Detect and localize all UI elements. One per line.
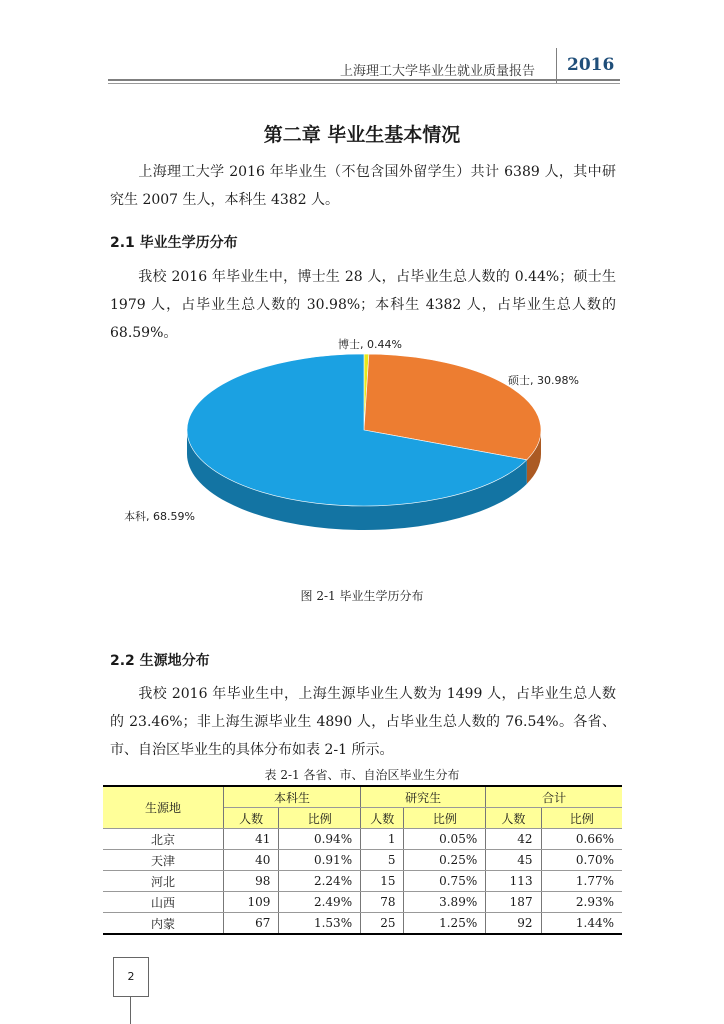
col-region-header: 生源地 [103, 786, 224, 829]
sub-header-ratio: 比例 [541, 808, 622, 829]
cell-region: 河北 [103, 871, 224, 892]
header-title: 上海理工大学毕业生就业质量报告 [340, 64, 536, 79]
cell-yj-count: 15 [361, 871, 404, 892]
section-2-text: 我校 2016 年毕业生中，上海生源毕业生人数为 1499 人，占毕业生总人数的 23.46%；非上海生源毕业生 4890 人，占毕业生总人数的 76.54%。各省、市、自治区毕业生的具体分布如表 2-1 所示。 [110, 686, 616, 758]
cell-yj-ratio: 0.75% [404, 871, 486, 892]
header-separator [556, 48, 557, 83]
cell-yj-ratio: 0.25% [404, 850, 486, 871]
page-number: 2 [113, 957, 149, 997]
section-2-paragraph [110, 680, 616, 764]
cell-hj-ratio: 0.70% [541, 850, 622, 871]
sub-header-count: 人数 [224, 808, 279, 829]
cell-yj-count: 78 [361, 892, 404, 913]
cell-hj-ratio: 1.77% [541, 871, 622, 892]
cell-bk-ratio: 2.49% [279, 892, 361, 913]
cell-bk-ratio: 1.53% [279, 913, 361, 935]
group-header-undergrad: 本科生 [224, 786, 361, 808]
cell-yj-ratio: 3.89% [404, 892, 486, 913]
cell-hj-ratio: 0.66% [541, 829, 622, 850]
section-1-title: 2.1 毕业生学历分布 [110, 235, 238, 251]
section-1-text: 我校 2016 年毕业生中，博士生 28 人，占毕业生总人数的 0.44%；硕士生 1979 人，占毕业生总人数的 30.98%；本科生 4382 人，占毕业生总人数的 68.59%。 [110, 269, 616, 341]
cell-bk-ratio: 0.94% [279, 829, 361, 850]
cell-bk-ratio: 2.24% [279, 871, 361, 892]
sub-header-ratio: 比例 [279, 808, 361, 829]
pie-label-硕士: 硕士, 30.98% [508, 374, 579, 387]
cell-yj-count: 1 [361, 829, 404, 850]
pie-label-本科: 本科, 68.59% [124, 510, 195, 523]
cell-hj-count: 113 [486, 871, 541, 892]
header-year: 2016 [567, 55, 615, 75]
sub-header-count: 人数 [486, 808, 541, 829]
cell-bk-count: 109 [224, 892, 279, 913]
cell-hj-count: 187 [486, 892, 541, 913]
group-header-total: 合计 [486, 786, 622, 808]
figure-caption: 图 2-1 毕业生学历分布 [300, 589, 424, 603]
cell-bk-count: 98 [224, 871, 279, 892]
table-row [103, 829, 622, 850]
region-table [103, 785, 622, 935]
sub-header-ratio: 比例 [404, 808, 486, 829]
cell-region: 天津 [103, 850, 224, 871]
table-row [103, 892, 622, 913]
cell-bk-count: 41 [224, 829, 279, 850]
header-rule [108, 79, 620, 81]
group-header-grad: 研究生 [361, 786, 486, 808]
cell-yj-count: 25 [361, 913, 404, 935]
cell-region: 内蒙 [103, 913, 224, 935]
education-pie-chart [100, 330, 620, 580]
cell-bk-ratio: 0.91% [279, 850, 361, 871]
pie-slices [187, 354, 541, 530]
cell-hj-count: 92 [486, 913, 541, 935]
cell-region: 山西 [103, 892, 224, 913]
table-row [103, 913, 622, 935]
intro-text: 上海理工大学 2016 年毕业生（不包含国外留学生）共计 6389 人，其中研究生 2007 生人，本科生 4382 人。 [110, 164, 616, 208]
table-row [103, 871, 622, 892]
intro-paragraph [110, 158, 616, 214]
cell-hj-count: 42 [486, 829, 541, 850]
pie-label-博士: 博士, 0.44% [338, 338, 402, 351]
sub-header-count: 人数 [361, 808, 404, 829]
cell-bk-count: 67 [224, 913, 279, 935]
header-rule-thin [108, 83, 620, 84]
table-row [103, 850, 622, 871]
table-caption: 表 2-1 各省、市、自治区毕业生分布 [264, 768, 460, 782]
section-2-title: 2.2 生源地分布 [110, 653, 210, 669]
cell-yj-ratio: 1.25% [404, 913, 486, 935]
cell-yj-count: 5 [361, 850, 404, 871]
cell-hj-count: 45 [486, 850, 541, 871]
cell-bk-count: 40 [224, 850, 279, 871]
page-number-line [130, 996, 131, 1024]
cell-region: 北京 [103, 829, 224, 850]
cell-yj-ratio: 0.05% [404, 829, 486, 850]
chapter-title: 第二章 毕业生基本情况 [263, 124, 461, 146]
cell-hj-ratio: 2.93% [541, 892, 622, 913]
cell-hj-ratio: 1.44% [541, 913, 622, 935]
